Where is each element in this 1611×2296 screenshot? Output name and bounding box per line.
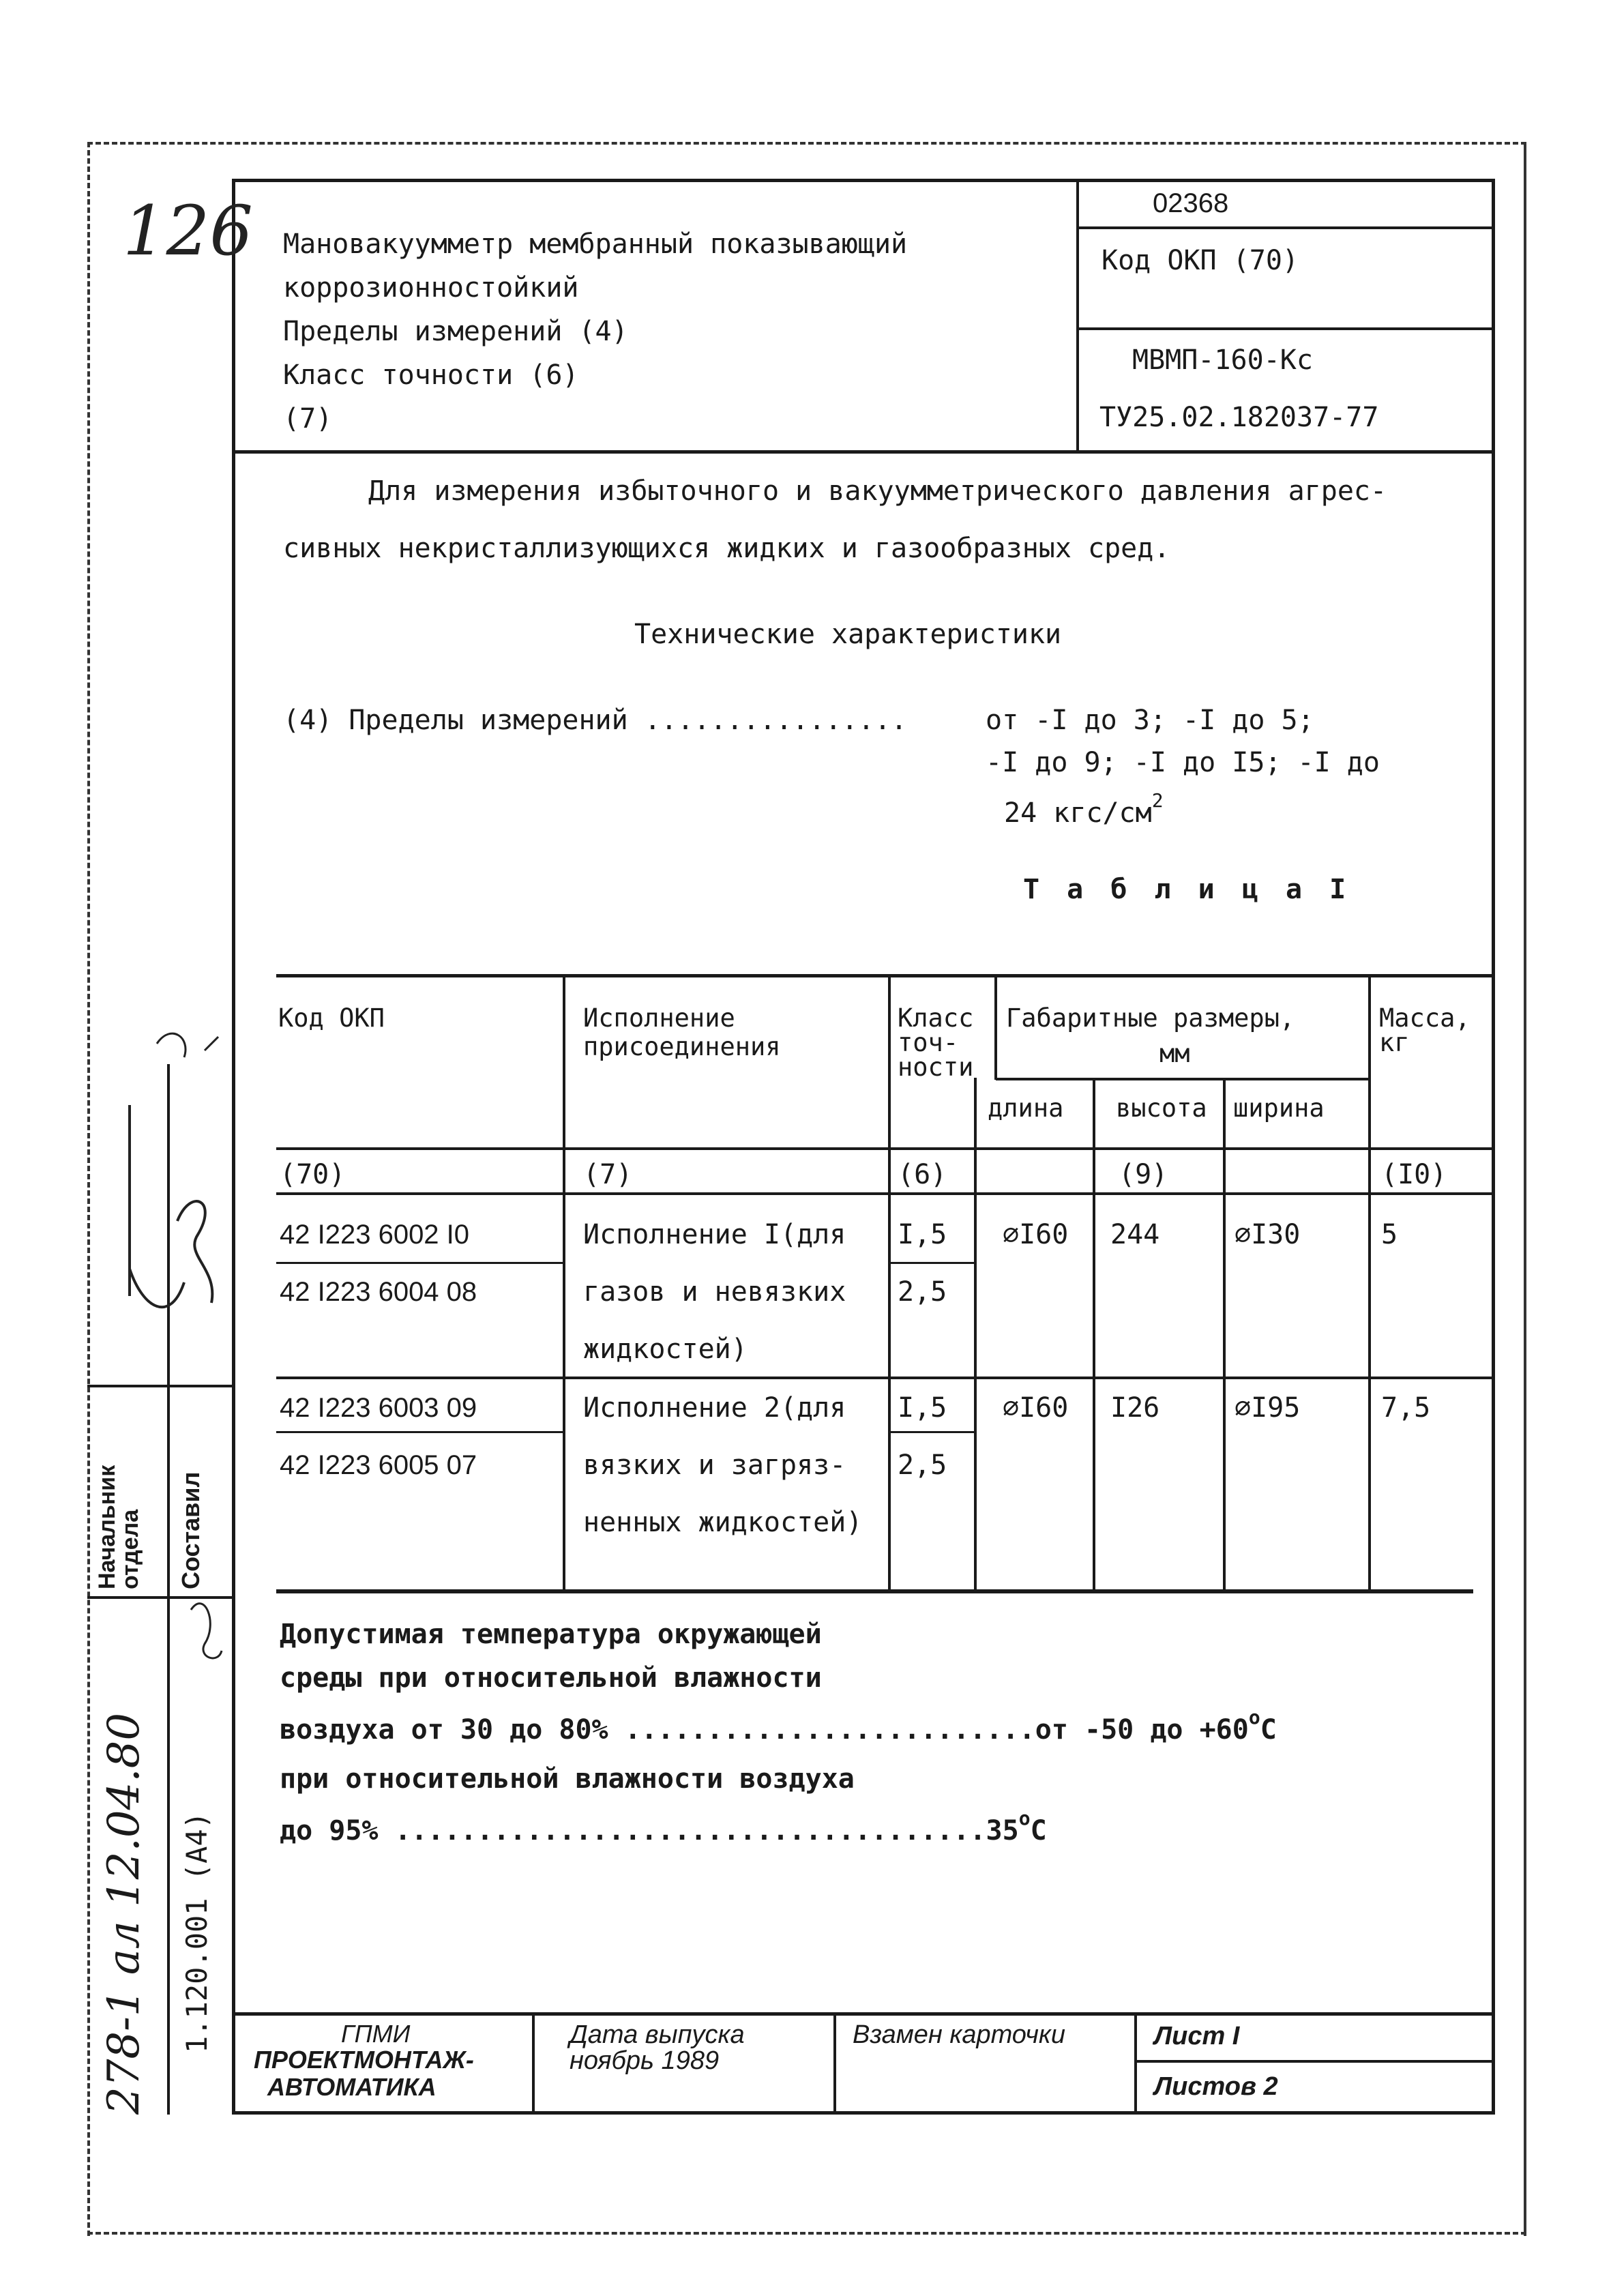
footer-divider-2	[833, 2012, 836, 2115]
table-index-bottom	[276, 1192, 1495, 1195]
g1-height: 244	[1110, 1219, 1160, 1250]
specs-heading: Технические характеристики	[634, 619, 1062, 650]
title-line-1: Мановакуумметр мембранный показывающий	[283, 229, 908, 260]
signature-1	[130, 1105, 184, 1307]
reg-number-handwritten: 278-1 ал 12.04.80	[99, 1712, 149, 2115]
cond-line-5	[280, 1809, 1047, 1844]
title-line-2: коррозионностойкий	[283, 272, 579, 304]
intro-line-2: сивных некристаллизующихся жидких и газообразных сред.	[283, 533, 1170, 564]
index-dims: (9)	[1119, 1159, 1168, 1190]
org-line-1: ГПМИ	[341, 2020, 411, 2048]
footer-divider-1	[532, 2012, 535, 2115]
g1-length: ⌀I60	[1003, 1219, 1069, 1250]
g2-connection-1: Исполнение 2(для	[583, 1392, 846, 1424]
card-number: 02368	[1153, 188, 1229, 218]
header-dims-unit: мм	[1159, 1039, 1190, 1068]
cond-line-1: Допустимая температура окружающей	[280, 1619, 822, 1650]
cond-line-5-unit: С	[1030, 1815, 1047, 1846]
table-bottom-line	[276, 1589, 1473, 1593]
g1-mass: 5	[1381, 1219, 1398, 1250]
index-okp: (70)	[280, 1159, 346, 1190]
okp-code-label: Код ОКП (70)	[1102, 245, 1299, 276]
model-name: МВМП-160-Кс	[1132, 344, 1313, 376]
release-label: Дата выпуска	[570, 2020, 745, 2049]
header-height: высота	[1116, 1093, 1207, 1123]
range-value-2: -I до 9; -I до I5; -I до	[986, 747, 1380, 778]
table-header-bottom	[276, 1147, 1495, 1150]
g2-mass: 7,5	[1381, 1392, 1431, 1424]
org-line-3: АВТОМАТИКА	[267, 2073, 437, 2101]
header-okp-line	[1076, 327, 1495, 330]
standard-code: ТУ25.02.182037-77	[1099, 402, 1379, 433]
g2-height: I26	[1110, 1392, 1160, 1424]
form-code: 1.120.001 (A4)	[180, 1811, 213, 2053]
header-connection-2: присоединения	[583, 1032, 781, 1061]
cond-line-4: при относительной влажности воздуха	[280, 1763, 855, 1795]
header-mass-1: Масса,	[1379, 1003, 1470, 1033]
row2-code-divider	[276, 1431, 563, 1433]
title-line-4: Класс точности (6)	[283, 359, 579, 391]
g1-code-1: 42 I223 6002 I0	[280, 1220, 470, 1250]
footer-divider-3	[1134, 2012, 1137, 2115]
g2-code-2: 42 I223 6005 07	[280, 1450, 477, 1480]
g1-class-1: I,5	[898, 1219, 947, 1250]
index-class: (6)	[898, 1159, 947, 1190]
sheet-number-handwritten: 126	[123, 191, 253, 271]
table-top-line	[276, 974, 1495, 977]
sheet-number: Лист I	[1154, 2022, 1240, 2050]
row2-class-divider	[890, 1431, 975, 1433]
dept-label: Начальник отдела	[94, 1465, 143, 1589]
col-divider-6	[1368, 974, 1371, 1591]
col-divider-4	[1093, 1078, 1095, 1591]
g1-connection-2: газов и невязких	[583, 1276, 846, 1308]
frame-left	[87, 142, 90, 2236]
replaces-label: Взамен карточки	[853, 2020, 1065, 2049]
g1-connection-3: жидкостей)	[583, 1334, 748, 1365]
g2-class-1: I,5	[898, 1392, 947, 1424]
g2-connection-2: вязких и загряз-	[583, 1449, 846, 1481]
col-divider-1	[563, 974, 565, 1591]
signature-marks	[102, 1010, 239, 1692]
g1-class-2: 2,5	[898, 1276, 947, 1308]
header-dims: Габаритные размеры,	[1006, 1003, 1295, 1033]
footer-top-line	[232, 2012, 1495, 2016]
table-title: Т а б л и ц а I	[1023, 874, 1352, 905]
row1-code-divider	[276, 1262, 563, 1264]
header-bottom-line	[232, 450, 1495, 454]
col-divider-5	[1223, 1078, 1226, 1591]
g2-connection-3: ненных жидкостей)	[583, 1507, 863, 1538]
cond-line-2: среды при относительной влажности	[280, 1662, 822, 1694]
col-divider-3-top	[994, 974, 997, 1080]
frame-bottom	[87, 2232, 1526, 2235]
header-card-line	[1076, 226, 1495, 229]
signature-4	[191, 1604, 222, 1658]
g2-length: ⌀I60	[1003, 1392, 1069, 1424]
cond-line-5-text: до 95% ....................................35	[280, 1815, 1019, 1846]
release-date: ноябрь 1989	[570, 2046, 720, 2075]
header-mass-2: кг	[1379, 1028, 1410, 1057]
cond-line-3-deg: о	[1248, 1706, 1260, 1728]
header-class-1: Класс	[898, 1003, 974, 1033]
frame-right	[1524, 142, 1526, 2236]
g1-connection-1: Исполнение I(для	[583, 1219, 846, 1250]
header-connection-1: Исполнение	[583, 1003, 735, 1033]
g2-width: ⌀I95	[1235, 1392, 1301, 1424]
cond-line-3-unit: С	[1260, 1714, 1277, 1746]
signature-3	[157, 1033, 218, 1057]
g2-code-1: 42 I223 6003 09	[280, 1393, 477, 1423]
frame-top	[87, 142, 1526, 145]
title-line-3: Пределы измерений (4)	[283, 316, 628, 347]
index-connection: (7)	[583, 1159, 633, 1190]
col-divider-3	[974, 1078, 977, 1591]
header-class-3: ности	[898, 1053, 974, 1082]
intro-line-1: Для измерения избыточного и вакуумметрического давления агрес-	[368, 475, 1387, 507]
header-divider	[1076, 179, 1079, 452]
col-divider-2	[888, 974, 891, 1591]
title-line-5: (7)	[283, 403, 333, 435]
range-value-1: от -I до 3; -I до 5;	[986, 705, 1314, 736]
g1-code-2: 42 I223 6004 08	[280, 1277, 477, 1307]
range-unit-sup: 2	[1151, 789, 1164, 812]
table-dims-subline	[996, 1078, 1371, 1080]
header-class-2: точ-	[898, 1028, 959, 1057]
range-value-3	[1004, 791, 1164, 827]
range-label: (4) Пределы измерений ................	[283, 705, 908, 736]
header-okp: Код ОКП	[278, 1003, 385, 1033]
group-divider	[276, 1377, 1495, 1379]
row1-class-divider	[890, 1262, 975, 1264]
header-length: длина	[988, 1093, 1064, 1123]
org-line-2: ПРОЕКТМОНТАЖ-	[254, 2046, 474, 2074]
compiled-label: Составил	[177, 1471, 205, 1589]
range-value-3-text: 24 кгс/см	[1004, 797, 1152, 829]
cond-line-3	[280, 1706, 1277, 1746]
footer-sheet-line	[1134, 2060, 1495, 2063]
g1-width: ⌀I30	[1235, 1219, 1301, 1250]
cond-line-5-deg: о	[1018, 1807, 1031, 1829]
g2-class-2: 2,5	[898, 1449, 947, 1481]
header-width: ширина	[1233, 1093, 1325, 1123]
index-mass: (I0)	[1381, 1159, 1447, 1190]
cond-line-3-text: воздуха от 30 до 80% .........................от -50 до +60	[280, 1714, 1249, 1746]
sheets-total: Листов 2	[1154, 2072, 1278, 2101]
